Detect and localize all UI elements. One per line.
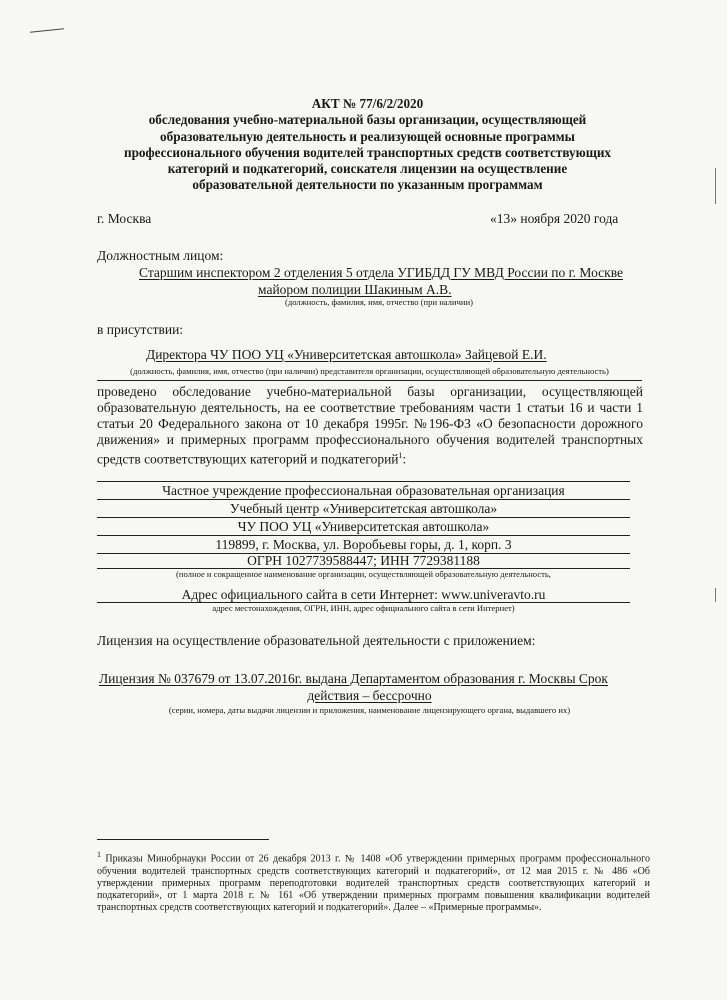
license-line-1: Лицензия № 037679 от 13.07.2016г. выдана Департаментом образования г. Москвы Срок	[99, 671, 608, 686]
body-text: проведено обследование учебно-материальной базы организации, осуществляющей образовательную деятельность, на ее соответствие требованиям части 1 статьи 16 и части 1 статьи 20 Федерального закона от 10 декабря 1995г. №196-ФЗ «О безопасности дорожного движения» и примерных программ профессионального обучения водителей транспортных средств соответствующих категорий и подкатегорий	[97, 384, 643, 467]
document-header	[95, 96, 640, 194]
org-line: ЧУ ПОО УЦ «Университетская автошкола»	[237, 519, 490, 534]
official-caption: (должность, фамилия, имя, отчество (при наличии)	[285, 297, 473, 307]
edge-mark	[715, 588, 721, 602]
footnote-ref: 1	[398, 451, 403, 460]
official-line-2: майором полиции Шакиным А.В.	[258, 282, 452, 297]
divider	[97, 380, 642, 381]
license-label: Лицензия на осуществление образовательной деятельности с приложением:	[97, 633, 536, 648]
org-line: Учебный центр «Университетская автошкола»	[229, 501, 498, 516]
act-title: АКТ № 77/6/2/2020	[311, 96, 424, 111]
org-line: ОГРН 1027739588447; ИНН 7729381188	[247, 553, 480, 568]
date: «13» ноября 2020 года	[490, 211, 619, 226]
license-line-2: действия – бессрочно	[307, 688, 432, 703]
place: г. Москва	[97, 211, 152, 226]
act-subtitle-line: образовательной деятельности по указанным программам	[192, 177, 543, 193]
org-caption: (полное и сокращенное наименование организации, осуществляющей образовательную деятельность,	[176, 569, 551, 579]
act-subtitle-line: категорий и подкатегорий, соискателя лицензии на осуществление	[167, 161, 568, 177]
org-website: Адрес официального сайта в сети Интернет: www.univeravto.ru	[181, 587, 546, 602]
edge-mark	[715, 168, 721, 204]
act-subtitle-line: профессионального обучения водителей транспортных средств соответствующих	[123, 144, 612, 160]
official-line-1: Старшим инспектором 2 отделения 5 отдела УГИБДД ГУ МВД России по г. Москве	[139, 265, 623, 280]
act-subtitle-line: образовательную деятельность и реализующей основные программы	[160, 128, 575, 144]
footnote-mark: 1	[97, 850, 101, 859]
presence-label: в присутствии:	[97, 322, 184, 337]
divider	[97, 535, 630, 536]
body-end: :	[402, 451, 407, 467]
org-line: Частное учреждение профессиональная образовательная организация	[162, 483, 565, 498]
body-paragraph	[97, 384, 643, 468]
license-caption: (серии, номера, даты выдачи лицензии и приложения, наименование лицензирующего органа, выдавшего их)	[168, 705, 571, 715]
divider	[97, 499, 630, 500]
org-line: 119899, г. Москва, ул. Воробьевы горы, д. 1, корп. 3	[215, 537, 512, 552]
footnote-text: Приказы Минобрнауки России от 26 декабря 2013 г. № 1408 «Об утверждении примерных программ профессионального обучения водителей транспортных средств соответствующих категорий и подкатегорий», от 12 мая 2015 г. № 486 «Об утверждении примерных программ переподготовки водителей транспортных средств соответствующих категорий и подкатегорий», от 1 марта 2018 г. № 161 «Об утверждении примерных программ повышения квалификации водителей транспортных средств соответствующих категорий и подкатегорий». Далее – «Примерные программы».	[97, 853, 650, 914]
footnote-rule	[97, 839, 269, 840]
footnote	[97, 849, 650, 914]
pen-mark	[30, 28, 64, 33]
presence-caption: (должность, фамилия, имя, отчество (при наличии) представителя организации, осуществляющей образовательную деятельность)	[130, 366, 609, 376]
presence-value: Директора ЧУ ПОО УЦ «Университетская автошкола» Зайцевой Е.И.	[146, 347, 547, 362]
official-label: Должностным лицом:	[97, 248, 224, 263]
divider	[97, 481, 630, 482]
act-subtitle-line: обследования учебно-материальной базы организации, осуществляющей	[148, 112, 587, 128]
divider	[97, 517, 630, 518]
org-caption: адрес местонахождения, ОГРН, ИНН, адрес официального сайта в сети Интернет)	[212, 603, 515, 613]
